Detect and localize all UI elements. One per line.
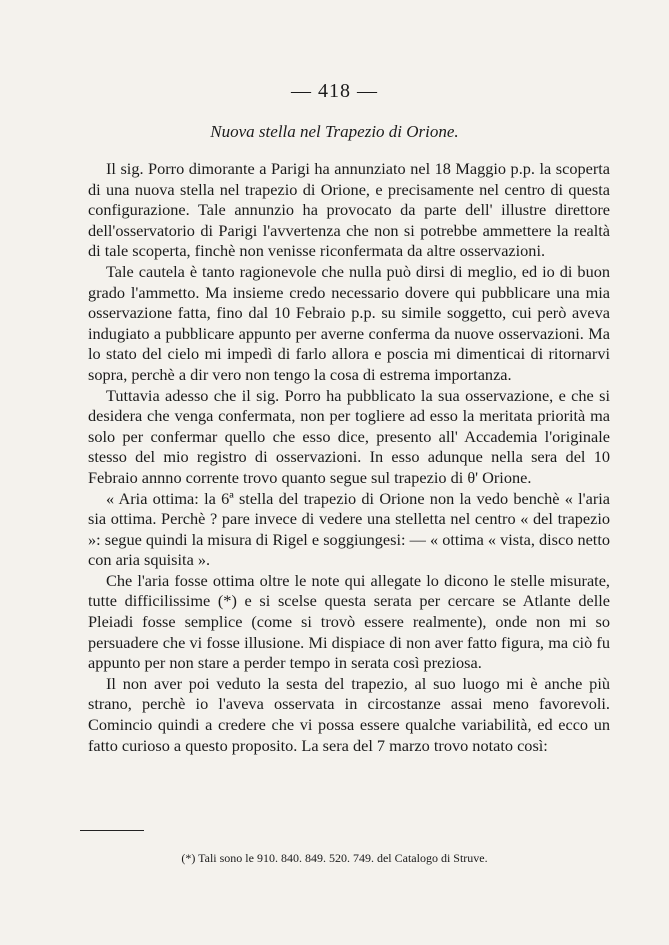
footnote-rule [80,830,144,831]
paragraph-6: Il non aver poi veduto la sesta del trapezio, al suo luogo mi è anche più strano, perchè io l'aveva osservata in circostanze assai meno favorevoli. Comincio quindi a credere che vi possa essere qualche variabilità, ed ecco un fatto curioso a questo proposito. La sera del 7 marzo trovo notato così: [88,673,610,755]
paragraph-4-quotation: « Aria ottima: la 6ª stella del trapezio di Orione non la vedo benchè « l'aria sia ottima. Perchè ? pare invece di vedere una stelletta nel centro « del trapezio »: segue quindi la misura di Rigel e soggiungesi: — « ottima « vista, disco netto con aria squisita ». [88,488,610,570]
page-number: — 418 — [291,80,378,102]
paragraph-2: Tale cautela è tanto ragionevole che nulla può dirsi di meglio, ed io di buon grado l'ammetto. Ma insieme credo necessario dovere qui pubblicare una mia osservazione fatta, fino dal 10 Febraio p.p. su simile soggetto, cui però aveva indugiato a pubblicare appunto per averne conferma da nuove osservazioni. Ma lo stato del cielo mi impedì di farlo allora e poscia mi dimenticai di ritornarvi sopra, perchè a dir vero non tengo la cosa di estrema importanza. [88,261,610,384]
article-title: Nuova stella nel Trapezio di Orione. [210,122,459,141]
paragraph-5: Che l'aria fosse ottima oltre le note qui allegate lo dicono le stelle misurate, tutte difficilissime (*) e si scelse questa serata per cercare se Atlante delle Pleiadi fosse semplice (come si trovò essere realmente), onde non mi so persuadere che vi fosse illusione. Mi dispiace di non aver fatto figura, ma ciò fu appunto per non stare a perder tempo in serata così preziosa. [88,570,610,673]
footnote: (*) Tali sono le 910. 840. 849. 520. 749. del Catalogo di Struve. [181,851,488,865]
article-body [88,159,610,756]
paragraph-3: Tuttavia adesso che il sig. Porro ha pubblicato la sua osservazione, e che si desidera che venga confermata, non per togliere ad esso la meritata priorità ma solo per confermar quello che esso dice, presento all' Accademia l'originale stesso del mio registro di osservazioni. In esso adunque nella sera del 10 Febraio annno corrente trovo quanto segue sul trapezio di θ' Orione. [88,385,610,487]
paragraph-1: Il sig. Porro dimorante a Parigi ha annunziato nel 18 Maggio p.p. la scoperta di una nuova stella nel trapezio di Orione, e precisamente nel centro di questa configurazione. Tale annunzio ha provocato da parte dell' illustre direttore dell'osservatorio di Parigi l'avvertenza che non si potrebbe ammettere la realtà di tale scoperta, finchè non venisse riconfermata da altre osservazioni. [88,159,610,261]
